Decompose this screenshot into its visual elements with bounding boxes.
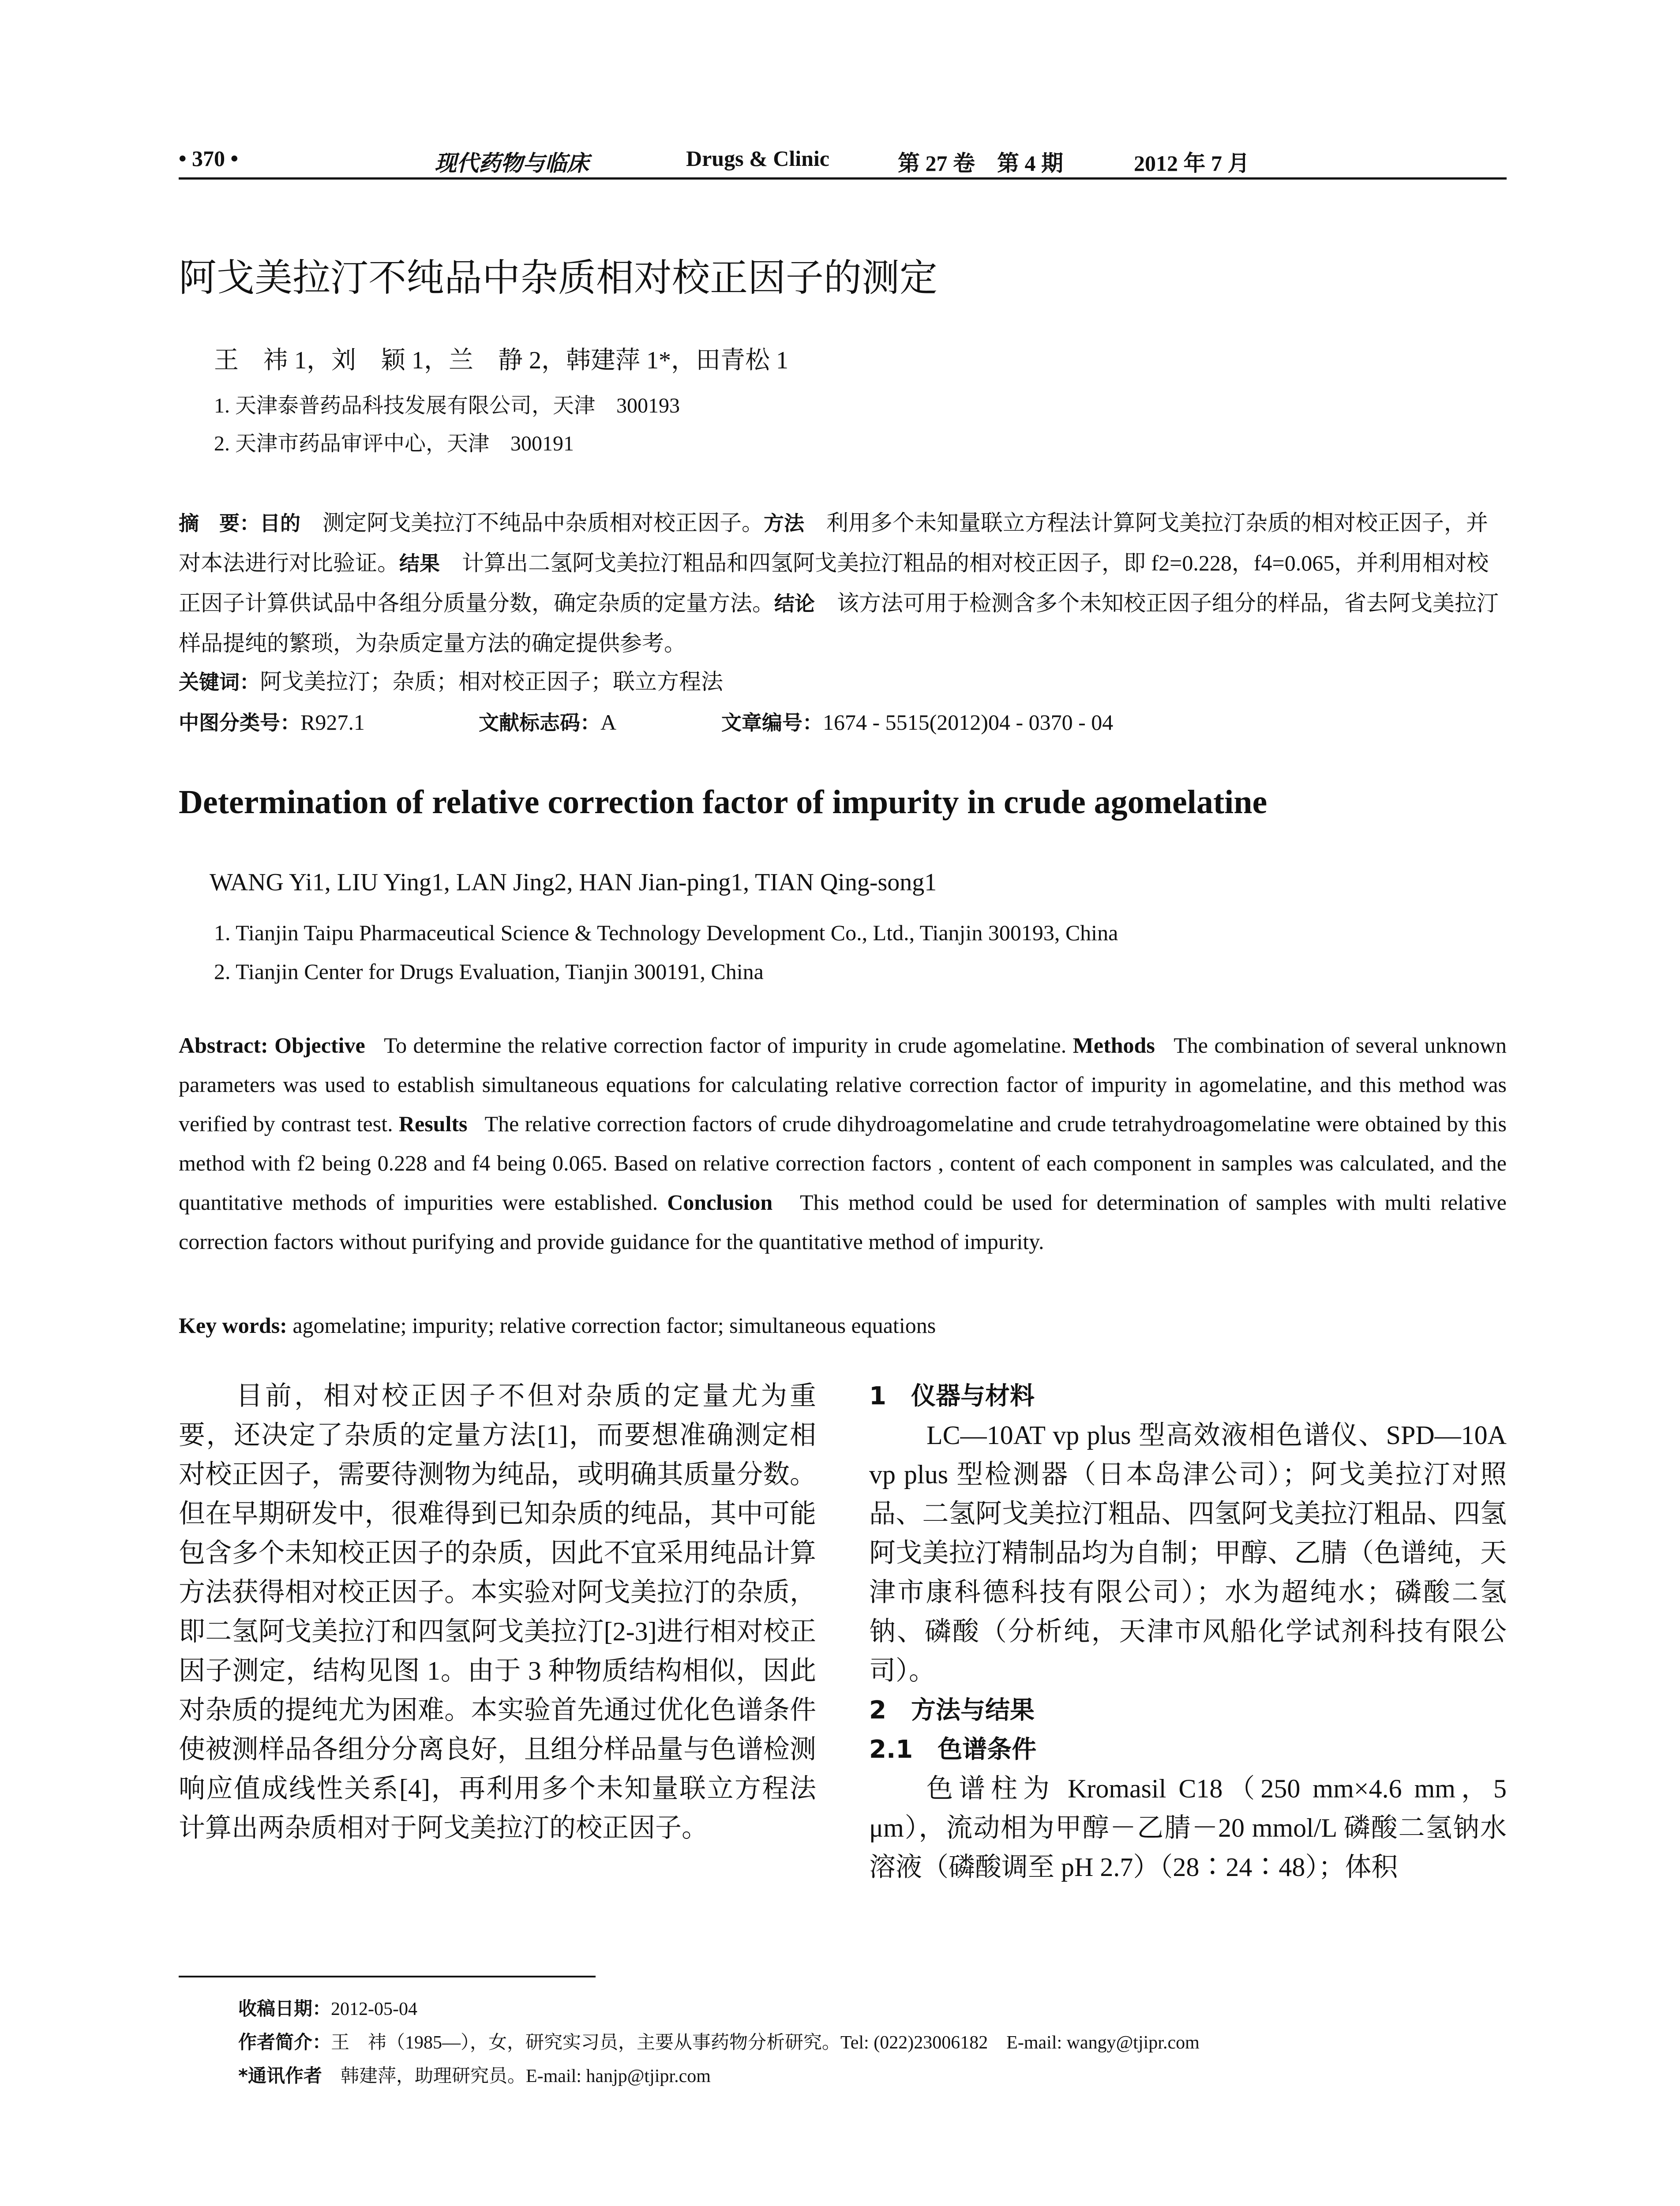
doc-code-label: 文献标志码： [479,711,600,735]
keywords-en-label: Key words: [179,1313,287,1338]
conclusion-en-label: Conclusion [667,1190,773,1215]
conclusion-cn-text: 该方法可用于检测含多个未知校正因子组分的样品，省去阿戈美拉汀样品提纯的繁琐，为杂质定量方法的确定提供参考。 [179,591,1499,656]
corresponding-label: *通讯作者 [238,2065,341,2086]
keywords-cn-label: 关键词： [179,670,260,694]
results-cn-text: 计算出二氢阿戈美拉汀粗品和四氢阿戈美拉汀粗品的相对校正因子，即 f2=0.228，f4=0.065，并利用相对校正因子计算供试品中各组分质量分数，确定杂质的定量方法。 [179,551,1489,615]
page-number: • 370 • [179,146,239,171]
corresponding-author: 韩建萍，助理研究员。E-mail: hanjp@tjipr.com [340,2066,711,2086]
abstract-cn [179,503,1507,663]
conclusion-en-text: This method could be used for determination of samples with multi relative correction factors without purifying and provide guidance for the quantitative method of impurity. [179,1190,1507,1254]
section-1-heading: 1 仪器与材料 [869,1382,1035,1411]
volume-issue: 第 27 卷 第 4 期 [898,151,1063,176]
footnote-author [238,2028,1200,2054]
authors-en: WANG Yi1, LIU Ying1, LAN Jing2, HAN Jian-ping1, TIAN Qing-song1 [210,869,937,896]
article-no-label: 文章编号： [721,711,823,735]
section-2-1-text: 色谱柱为 Kromasil C18（250 mm×4.6 mm，5 μm），流动相为甲醇－乙腈－20 mmol/L 磷酸二氢钠水溶液（磷酸调至 pH 2.7）（28∶24∶48）；体积 [869,1774,1507,1882]
title-cn: 阿戈美拉汀不纯品中杂质相对校正因子的测定 [179,256,938,300]
abstract-en [179,1026,1507,1261]
conclusion-cn-label: 结论 [774,592,815,615]
keywords-en [179,1313,936,1338]
affiliation-en-2: 2. Tianjin Center for Drugs Evaluation, Tianjin 300191, China [214,959,764,984]
intro-paragraph: 目前，相对校正因子不但对杂质的定量尤为重要，还决定了杂质的定量方法[1]，而要想准确测定相对校正因子，需要待测物为纯品，或明确其质量分数。但在早期研发中，很难得到已知杂质的纯品，其中可能包含多个未知校正因子的杂质，因此不宜采用纯品计算方法获得相对校正因子。本实验对阿戈美拉汀的杂质，即二氢阿戈美拉汀和四氢阿戈美拉汀[2-3]进行相对校正因子测定，结构见图 1。由于 3 种物质结构相似，因此对杂质的提纯尤为困难。本实验首先通过优化色谱条件使被测样品各组分分离良好，且组分样品量与色谱检测响应值成线性关系[4]，再利用多个未知量联立方程法计算出两杂质相对于阿戈美拉汀的校正因子。 [179,1381,816,1842]
objective-en-label: Objective [274,1033,365,1058]
clc-value: R927.1 [300,710,365,735]
methods-cn-text: 利用多个未知量联立方程法计算阿戈美拉汀杂质的相对校正因子，并对本法进行对比验证。 [179,510,1488,575]
title-en: Determination of relative correction factor of impurity in crude agomelatine [179,784,1268,821]
results-en-label: Results [398,1111,468,1136]
received-label: 收稿日期： [238,1998,331,2019]
footnote-received [238,1994,417,2021]
keywords-cn-text: 阿戈美拉汀；杂质；相对校正因子；联立方程法 [260,669,723,694]
authors-cn: 王 祎 1，刘 颖 1，兰 静 2，韩建萍 1*，田青松 1 [214,347,788,374]
section-2-1-heading: 2.1 色谱条件 [869,1735,1037,1764]
issue-date: 2012 年 7 月 [1134,151,1250,176]
footnote-corresponding [238,2061,711,2088]
affiliation-cn-1: 1. 天津泰普药品科技发展有限公司，天津 300193 [214,394,680,417]
section-2-heading: 2 方法与结果 [869,1696,1035,1725]
article-no-value: 1674 - 5515(2012)04 - 0370 - 04 [823,710,1114,735]
objective-cn-label: 目的 [260,511,300,535]
affiliation-cn-2: 2. 天津市药品审评中心，天津 300191 [214,432,574,455]
affiliation-en-1: 1. Tianjin Taipu Pharmaceutical Science & Technology Development Co., Ltd., Tianjin 300193, China [214,920,1118,945]
journal-name-cn: 现代药物与临床 [435,150,589,176]
footnote-rule [179,1976,596,1977]
abstract-cn-label: 摘 要： [179,511,260,535]
received-date: 2012-05-04 [331,1999,417,2019]
objective-cn-text: 测定阿戈美拉汀不纯品中杂质相对校正因子。 [300,510,764,535]
methods-en-text: The combination of several unknown parameters was used to establish simultaneous equations for calculating relative correction factor of impurity in agomelatine, and this method was verified by contrast test. [179,1033,1507,1136]
keywords-en-text: agomelatine; impurity; relative correction factor; simultaneous equations [292,1313,936,1338]
doc-code-value: A [600,710,617,735]
running-header [179,140,1507,180]
author-bio: 王 祎（1985—），女，研究实习员，主要从事药物分析研究。Tel: (022)23006182 E-mail: wangy@tjipr.com [331,2033,1200,2053]
methods-cn-label: 方法 [764,511,804,535]
abstract-en-label: Abstract: [179,1033,268,1058]
results-cn-label: 结果 [399,552,440,575]
body-left-column [179,1377,816,1848]
section-1-text: LC—10AT vp plus 型高效液相色谱仪、SPD—10A vp plus 型检测器（日本岛津公司）；阿戈美拉汀对照品、二氢阿戈美拉汀粗品、四氢阿戈美拉汀粗品、四氢阿戈美拉汀精制品均为自制；甲醇、乙腈（色谱纯，天津市康科德科技有限公司）；水为超纯水；磷酸二氢钠、磷酸（分析纯，天津市风船化学试剂科技有限公司）。 [869,1421,1507,1685]
clc-label: 中图分类号： [179,711,300,735]
body-right-column [869,1377,1507,1887]
results-en-text: The relative correction factors of crude dihydroagomelatine and crude tetrahydroagomelatine were obtained by this method with f2 being 0.228 and f4 being 0.065. Based on relative correction factors , content of each component in samples was calculated, and the quantitative methods of impurities were established. [179,1111,1507,1215]
methods-en-label: Methods [1072,1033,1155,1058]
objective-en-text: To determine the relative correction factor of impurity in crude agomelatine. [384,1033,1067,1058]
journal-name-en: Drugs & Clinic [686,146,829,171]
keywords-cn [179,662,1507,702]
author-bio-label: 作者简介： [238,2031,331,2053]
